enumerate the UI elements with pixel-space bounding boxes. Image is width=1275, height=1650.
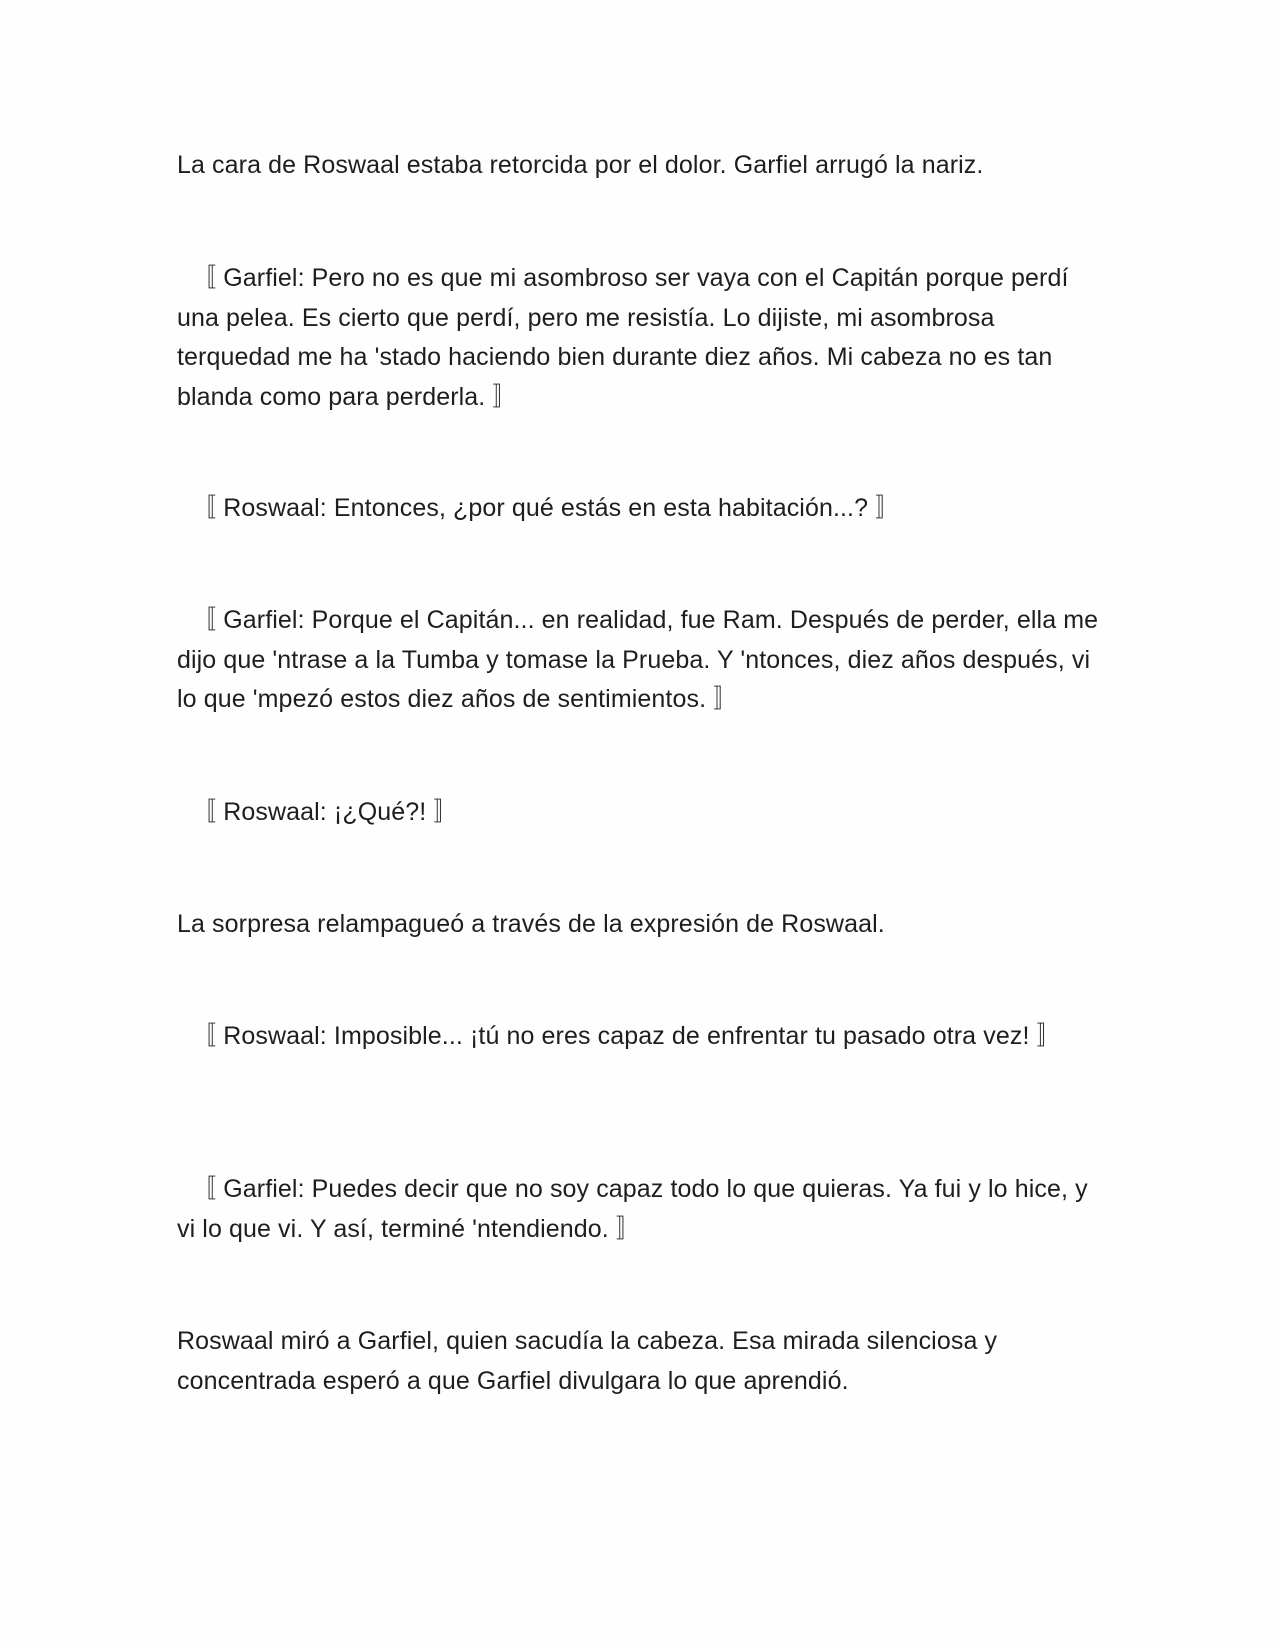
paragraph-dialogue-roswaal-3: 〚 Roswaal: Imposible... ¡tú no eres capaz de enfrentar tu pasado otra vez! 〛 [177,1022,1062,1050]
paragraph-dialogue-garfiel-3: 〚 Garfiel: Puedes decir que no soy capaz todo lo que quieras. Ya fui y lo hice, y vi lo que vi. Y así, terminé 'ntendiendo. 〛 [177,1175,1088,1243]
paragraph-dialogue-roswaal-1: 〚 Roswaal: Entonces, ¿por qué estás en esta habitación...? 〛 [177,494,901,522]
paragraph-narration-3: Roswaal miró a Garfiel, quien sacudía la cabeza. Esa mirada silenciosa y concentrada esperó a que Garfiel divulgara lo que aprendió. [177,1327,998,1395]
paragraph-dialogue-garfiel-1: 〚 Garfiel: Pero no es que mi asombroso ser vaya con el Capitán porque perdí una pelea. Es cierto que perdí, pero me resistía. Lo dijiste, mi asombrosa terquedad me ha 'stado haciendo bien durante diez años. Mi cabeza no es tan blanda como para perderla. 〛 [177,264,1069,411]
paragraph-narration-2: La sorpresa relampagueó a través de la expresión de Roswaal. [177,910,885,938]
paragraph-dialogue-garfiel-2: 〚 Garfiel: Porque el Capitán... en realidad, fue Ram. Después de perder, ella me dijo que 'ntrase a la Tumba y tomase la Prueba. Y 'ntonces, diez años después, vi lo que 'mpezó estos diez años de sentimientos. 〛 [177,606,1099,713]
paragraph-narration-1: La cara de Roswaal estaba retorcida por el dolor. Garfiel arrugó la nariz. [177,151,984,179]
paragraph-dialogue-roswaal-2: 〚 Roswaal: ¡¿Qué?! 〛 [177,798,459,826]
